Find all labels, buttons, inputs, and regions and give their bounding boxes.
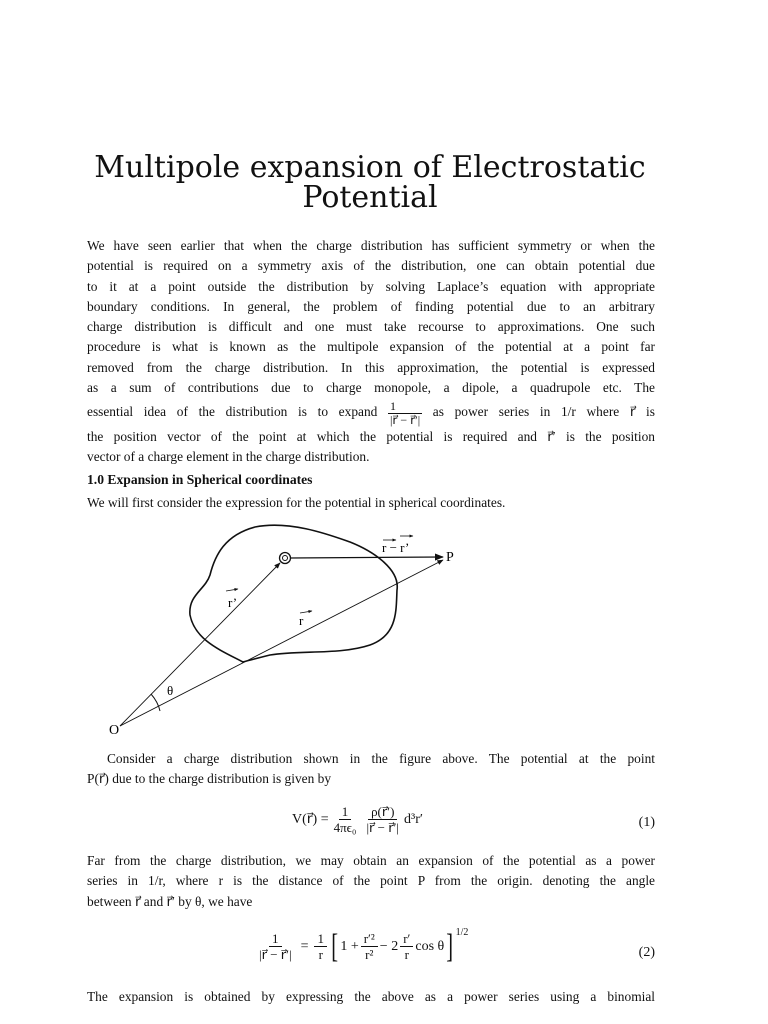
theta-arc: [151, 694, 160, 711]
paper-title: [60, 150, 680, 215]
label-theta: θ: [167, 683, 174, 698]
title-line-2: Potential: [302, 180, 438, 215]
inline-fraction: [388, 400, 422, 427]
label-r: r: [299, 613, 304, 628]
equation-1-body: [292, 804, 423, 835]
eq2-f2-den: r: [318, 947, 323, 962]
intro-line: removed from the charge distribution. In this approximation, the potential is expressed: [87, 359, 655, 375]
eq2-f2-num: 1: [314, 931, 327, 947]
para3-line: between r⃗ and r⃗′ by θ, we have: [87, 893, 253, 909]
eq2-f3-den: r²: [365, 947, 374, 962]
intro-line: the position vector of the point at which the potential is required and r⃗′ is the position: [87, 428, 655, 444]
para2-line: Consider a charge distribution shown in the figure above. The potential at the point: [107, 751, 655, 766]
eq2-f4-den: r: [404, 947, 409, 962]
eq1-f2-den: |r⃗ − r⃗′|: [366, 820, 400, 835]
eq2-minus-two: − 2: [379, 938, 399, 954]
intro-line: vector of a charge element in the charge distribution.: [87, 449, 370, 465]
section-intro-text: [87, 493, 655, 513]
eq2-f1-den: |r⃗ − r⃗′|: [259, 947, 292, 962]
equation-1: [87, 804, 655, 844]
intro-line-with-fraction: [87, 398, 655, 426]
eq2-f1-num: 1: [269, 931, 282, 947]
eq2-power: 1/2: [455, 927, 469, 938]
left-bracket: [: [331, 927, 339, 965]
equation-2: [87, 929, 655, 979]
eq2-cos: cos θ: [415, 938, 445, 954]
charge-distribution-figure: [100, 520, 480, 742]
intro-line9-before: essential idea of the distribution is to expand: [87, 404, 378, 420]
paragraph-4: [87, 987, 655, 1007]
intro-line: procedure is what is known as the multipole expansion of the potential at a point far: [87, 339, 655, 355]
paragraph-3: [87, 851, 655, 912]
equation-1-number: (1): [638, 815, 655, 830]
section-heading: 1.0 Expansion in Spherical coordinates: [87, 472, 313, 487]
inline-fraction-denominator: |r⃗ − r⃗′|: [390, 412, 421, 427]
para2-line: P(r⃗) due to the charge distribution is given by: [87, 771, 332, 787]
eq1-lhs: V(r⃗) =: [292, 812, 329, 827]
charge-distribution-outline: [190, 525, 397, 662]
ray-to-P: [120, 560, 443, 726]
para3-line: Far from the charge distribution, we may obtain an expansion of the potential as a power: [87, 853, 655, 868]
intro-line: potential is required on a symmetry axis of the distribution, one can obtain potential due: [87, 258, 655, 274]
ray-to-charge: [120, 563, 280, 726]
intro-line: as a sum of contributions due to charge monopole, a dipole, a quadrupole etc. The: [87, 380, 655, 396]
eq1-f1-den: 4πϵ₀: [333, 820, 357, 835]
intro-line9-after: as power series in 1/r where r⃗ is: [432, 404, 655, 420]
right-bracket: ]: [446, 927, 454, 965]
eq2-fraction-2: [314, 931, 327, 962]
intro-line: to it at a point outside the distribution by solving Laplace’s equation with appropriate: [87, 278, 655, 294]
para3-line: series in 1/r, where r is the distance of the point P from the origin. denoting the angle: [87, 873, 655, 889]
inline-fraction-numerator: 1: [388, 400, 422, 414]
eq2-one-plus: 1 +: [340, 938, 359, 954]
eq1-f1-num: 1: [339, 804, 352, 820]
intro-line: We have seen earlier that when the charge distribution has sufficient symmetry or when the: [87, 238, 655, 253]
eq1-f2-num: ρ(r⃗′): [368, 804, 397, 820]
eq2-fraction-3: [361, 931, 378, 962]
equation-2-body: [254, 927, 469, 965]
eq1-fraction-1: [331, 804, 360, 835]
intro-paragraph: [87, 236, 655, 467]
section-text-line: We will first consider the expression for the potential in spherical coordinates.: [87, 495, 506, 510]
paragraph-2: [87, 749, 655, 790]
eq2-fraction-4: [400, 931, 413, 962]
eq2-fraction-1: [256, 931, 295, 962]
eq2-equals: =: [300, 938, 309, 954]
title-line-1: Multipole expansion of Electrostatic: [94, 150, 646, 185]
para4-line: The expansion is obtained by expressing the above as a power series using a binomial: [87, 989, 655, 1004]
label-rprime: r’: [228, 595, 238, 610]
r-minus-rprime-vector: [290, 557, 443, 558]
eq1-fraction-2: [363, 804, 402, 835]
label-r-minus-rprime: r − r’: [382, 540, 410, 555]
eq1-tail: d³r′: [404, 811, 423, 827]
label-P: P: [446, 550, 454, 565]
intro-line: boundary conditions. In general, the problem of finding potential due to an arbitrary: [87, 298, 655, 314]
equation-2-number: (2): [638, 945, 655, 960]
eq2-f4-num: r′: [400, 931, 413, 947]
intro-line: charge distribution is difficult and one must take recourse to approximations. One such: [87, 319, 655, 335]
charge-element: [280, 553, 291, 564]
label-O: O: [109, 723, 120, 738]
eq2-f3-num: r′²: [361, 931, 378, 947]
